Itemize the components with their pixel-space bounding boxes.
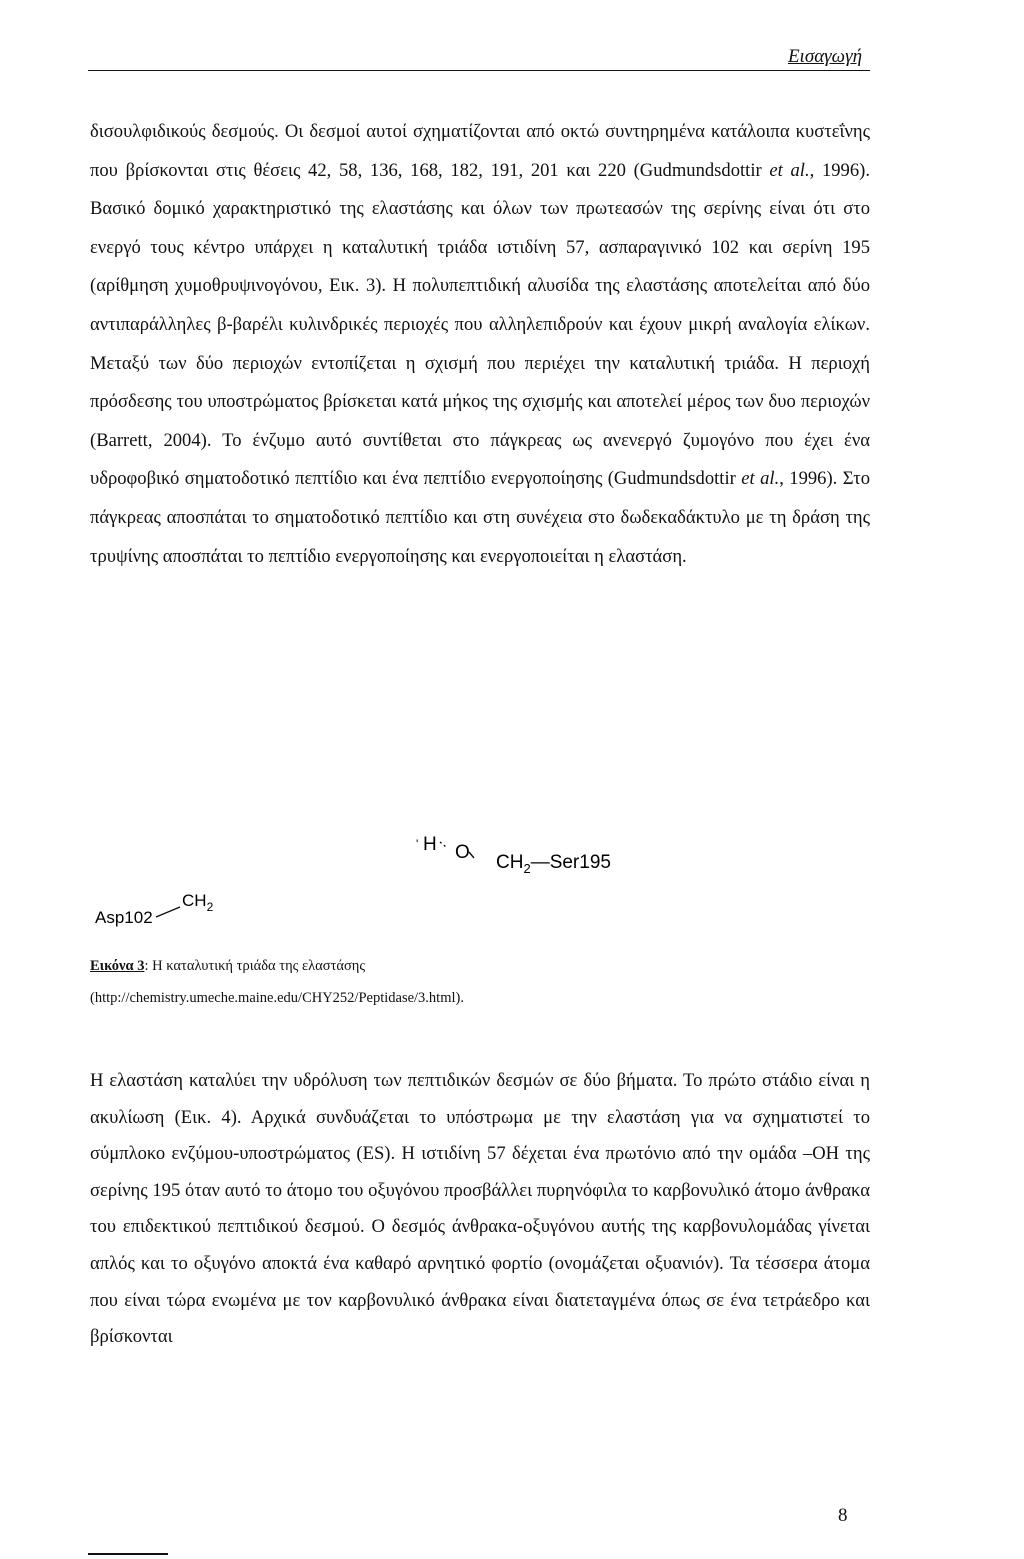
h-bond-dashed (440, 842, 446, 847)
p1-text-a: δισουλφιδικούς δεσμούς. Οι δεσμοί αυτοί σχηματίζονται από οκτώ συντηρημένα κατάλοιπα κυστεΐνης που βρίσκονται στις θέσεις 42, 58, 136, 168, 182, 191, 201 και 220 (Gudmundsdottir (90, 121, 870, 181)
p1-text-c: , 1996). Στο πάγκρεας αποσπάται το σηματοδοτικό πεπτίδιο και στη συνέχεια στο δωδεκαδάκτυλο με τη δράση της τρυψίνης αποσπάται το πεπτίδιο ενεργοποίησης και ενεργοποιείται η ελαστάση. (90, 468, 870, 567)
caption-label: Εικόνα 3 (90, 958, 145, 974)
figure-catalytic-triad (90, 800, 870, 1030)
paragraph-1 (90, 113, 870, 576)
caption-text: : Η καταλυτική τριάδα της ελαστάσης (144, 958, 366, 974)
aspartate-label: Asp102 (95, 908, 153, 927)
triad-diagram (90, 800, 870, 950)
footer-rule (88, 1553, 168, 1555)
oxygen-label: O (455, 842, 470, 863)
h-dot-mark: ' (416, 837, 419, 851)
running-header (88, 46, 870, 71)
serine-label: $CH_2—Ser195$ (496, 852, 611, 876)
hydrogen-label: H (423, 834, 437, 855)
p1-et-al-2: et al. (741, 468, 780, 490)
figure-caption (90, 958, 365, 975)
paragraph-2: Η ελαστάση καταλύει την υδρόλυση των πεπτιδικών δεσμών σε δύο βήματα. Το πρώτο στάδιο είναι η ακυλίωση (Εικ. 4). Αρχικά συνδυάζεται το υπόστρωμα με την ελαστάση για να σχηματιστεί το σύμπλοκο ενζύμου-υποστρώματος (ES). Η ιστιδίνη 57 δέχεται ένα πρωτόνιο από την ομάδα –ΟΗ της σερίνης 195 όταν αυτό το άτομο του οξυγόνου προσβάλλει πυρηνόφιλα το καρβονυλικό άτομο άνθρακα του επιδεκτικού πεπτιδικού δεσμού. Ο δεσμός άνθρακα-οξυγόνου αυτής της καρβονυλομάδας γίνεται απλός και το οξυγόνο αποκτά ένα καθαρό αρνητικό φορτίο (ονομάζεται οξυανιόν). Τα τέσσερα άτομα που είναι τώρα ενωμένα με τον καρβονυλικό άνθρακα είναι διατεταγμένα όπως σε ένα τετράεδρο και βρίσκονται (90, 1070, 870, 1348)
section-title: Εισαγωγή (787, 46, 862, 67)
page-number: 8 (838, 1505, 848, 1526)
asp-bond (156, 907, 180, 917)
asp-ch2-label: $CH_2$ (182, 891, 214, 914)
p1-et-al-1: et al. (769, 159, 810, 181)
p1-text-b: , 1996). Βασικό δομικό χαρακτηριστικό της ελαστάσης και όλων των πρωτεασών της σερίνης είναι ότι στο ενεργό τους κέντρο υπάρχει η καταλυτική τριάδα ιστιδίνη 57, ασπαραγινικό 102 και σερίνη 195 (αρίθμηση χυμοθρυψινογόνου, Εικ. 3). Η πολυπεπτιδική αλυσίδα της ελαστάσης αποτελείται από δύο αντιπαράλληλες β-βαρέλι κυλινδρικές περιοχές που αλληλεπιδρούν και έχουν μικρή αναλογία ελίκων. Μεταξύ των δύο περιοχών εντοπίζεται η σχισμή που περιέχει την καταλυτική τριάδα. Η περιοχή πρόσδεσης του υποστρώματος βρίσκεται κατά μήκος της σχισμής και αποτελεί μέρος των δυο περιοχών (Barrett, 2004). Το ένζυμο αυτό συντίθεται στο πάγκρεας ως ανενεργό ζυμογόνο που έχει ένα υδροφοβικό σηματοδοτικό πεπτίδιο και ένα πεπτίδιο ενεργοποίησης (Gudmundsdottir (90, 159, 870, 490)
figure-source-url: (http://chemistry.umeche.maine.edu/CHY252/Peptidase/3.html). (90, 990, 464, 1006)
